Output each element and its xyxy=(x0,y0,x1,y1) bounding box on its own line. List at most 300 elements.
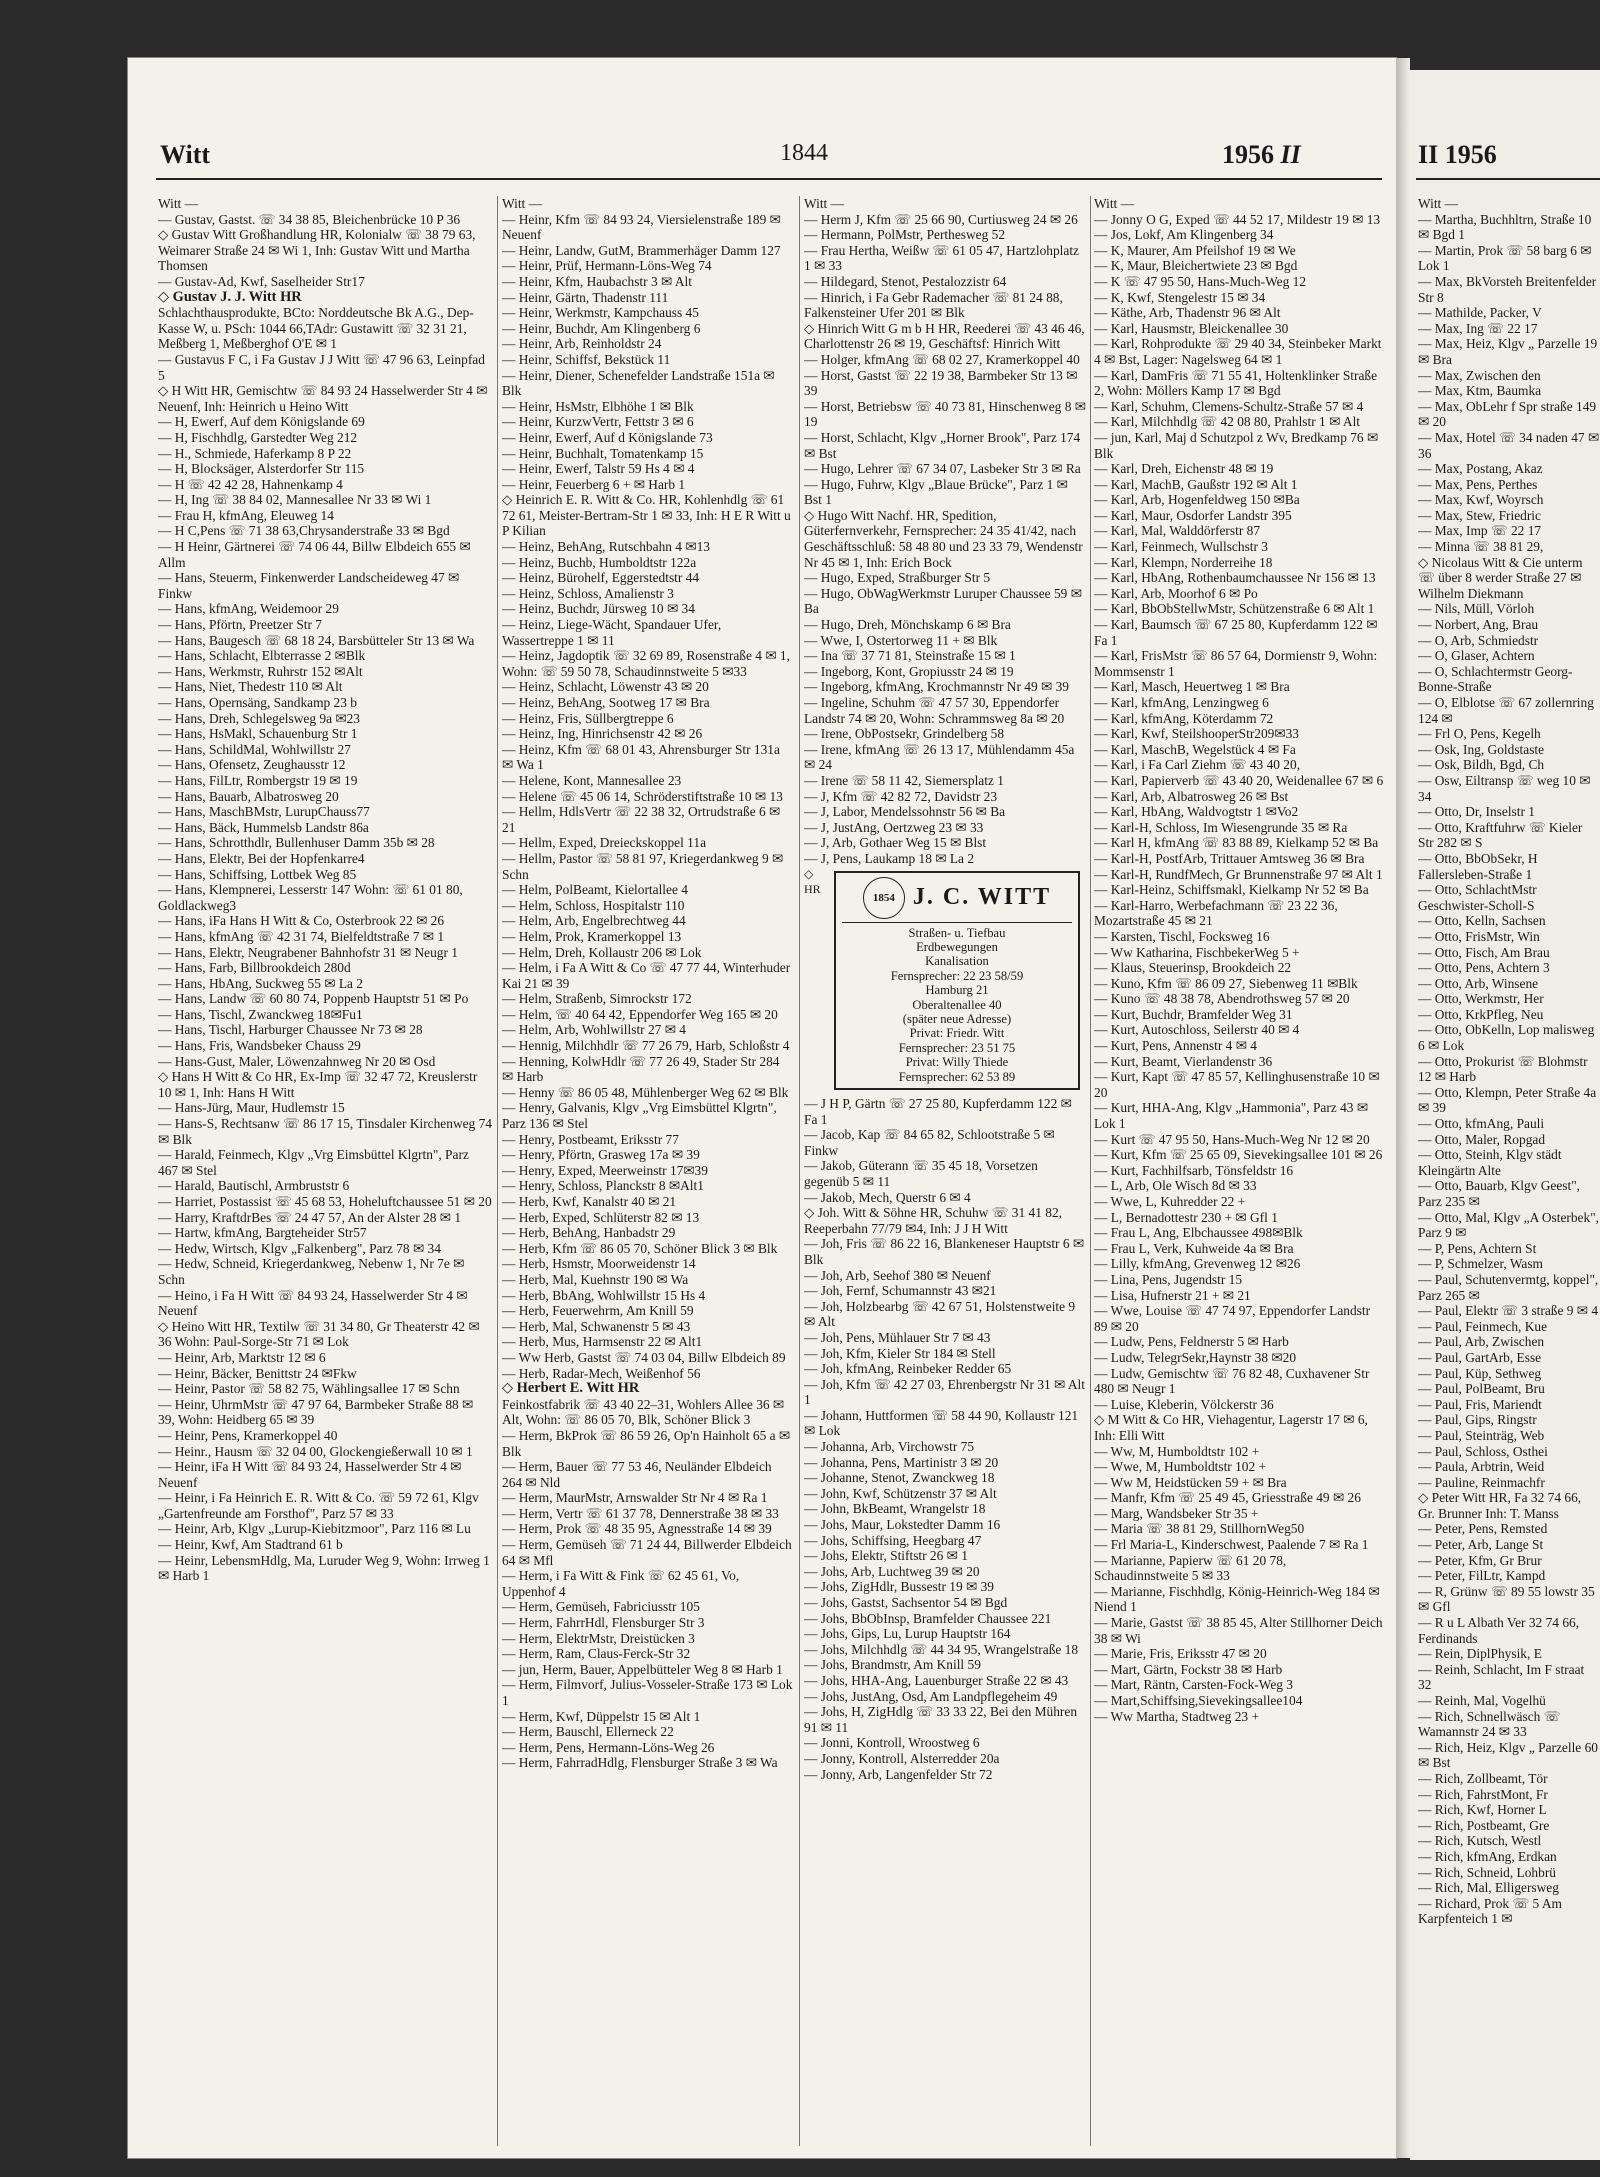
directory-entry: — Hans-S, Rechtsanw ☏ 86 17 15, Tinsdaler Kirchenweg 74 ✉ Blk xyxy=(158,1116,492,1147)
directory-entry: — Hartw, kfmAng, Bargteheider Str57 xyxy=(158,1225,367,1241)
directory-entry: — Helm, PolBeamt, Kielortallee 4 xyxy=(502,882,688,898)
directory-entry: — Henry, Exped, Meerweinstr 17✉39 xyxy=(502,1162,708,1178)
directory-entry: Witt — xyxy=(1094,196,1135,211)
directory-entry: — Heinr, Kfm, Haubachstr 3 ✉ Alt xyxy=(502,273,692,289)
directory-entry: — Mathilde, Packer, V xyxy=(1418,305,1542,321)
directory-entry: — Heinz, Kfm ☏ 68 01 43, Ahrensburger Str 131a ✉ Wa 1 xyxy=(502,741,780,773)
directory-entry: — Rich, Kutsch, Westl xyxy=(1418,1833,1542,1849)
directory-entry: — Otto, Dr, Inselstr 1 xyxy=(1418,804,1535,820)
directory-entry: ◇ Joh. Witt & Söhne HR, Schuhw ☏ 31 41 82, Reeperbahn 77/79 ✉4, Inh: J J H Witt xyxy=(804,1205,1062,1236)
directory-entry: — Heinz, Buchdr, Jürsweg 10 ✉ 34 xyxy=(502,601,695,617)
directory-entry: — Karl, Hausmstr, Bleickenallee 30 xyxy=(1094,320,1289,336)
directory-entry: — Hans, Pförtn, Preetzer Str 7 xyxy=(158,617,323,633)
directory-entry: — Rich, Schnellwäsch ☏ Wamannstr 24 ✉ 33 xyxy=(1418,1708,1561,1740)
directory-entry: — Mart, Räntn, Carsten-Fock-Weg 3 xyxy=(1094,1677,1293,1693)
directory-entry: — Johanne, Stenot, Zwanckweg 18 xyxy=(804,1470,995,1486)
directory-entry: — Rich, FahrstMont, Fr xyxy=(1418,1786,1548,1802)
directory-entry: — Herb, Radar-Mech, Weißenhof 56 xyxy=(502,1365,701,1381)
directory-entry: — Hans, MaschBMstr, LurupChauss77 xyxy=(158,804,370,820)
directory-entry: — Max, Postang, Akaz xyxy=(1418,461,1543,477)
directory-entry: — Kurt, Autoschloss, Seilerstr 40 ✉ 4 xyxy=(1094,1022,1300,1038)
directory-entry: — Joh, Pens, Mühlauer Str 7 ✉ 43 xyxy=(804,1329,991,1345)
directory-entry: — Gustavus F C, i Fa Gustav J J Witt ☏ 47 96 63, Leinpfad 5 xyxy=(158,351,485,383)
directory-entry: — Hugo, ObWagWerkmstr Luruper Chaussee 59 ✉ Ba xyxy=(804,585,1082,617)
directory-entry: — Hans, Bäck, Hummelsb Landstr 86a xyxy=(158,819,369,835)
directory-entry: — Karl, Dreh, Eichenstr 48 ✉ 19 xyxy=(1094,461,1274,477)
directory-entry: — Joh, kfmAng, Reinbeker Redder 65 xyxy=(804,1361,1012,1377)
advert-line: Fernsprecher: 62 53 89 xyxy=(898,1069,1016,1084)
directory-entry: — Norbert, Ang, Brau xyxy=(1418,617,1539,633)
directory-entry: — H ☏ 42 42 28, Hahnenkamp 4 xyxy=(158,476,343,492)
directory-entry: — Joh, Arb, Seehof 380 ✉ Neuenf xyxy=(804,1267,991,1283)
directory-entry: — Karl-H, PostfArb, Trittauer Amtsweg 36 ✉ Bra xyxy=(1094,850,1365,866)
directory-entry: — Hans, Elektr, Bei der Hopfenkarre4 xyxy=(158,850,365,866)
directory-entry: — Herm, Gemüseh, Fabriciusstr 105 xyxy=(502,1599,700,1615)
advert-line: Straßen- u. Tiefbau xyxy=(908,925,1006,940)
directory-entry: — Paul, Arb, Zwischen xyxy=(1418,1334,1545,1350)
directory-entry: — Hans, Opernsäng, Sandkamp 23 b xyxy=(158,695,357,710)
directory-entry: — Otto, Fisch, Am Brau xyxy=(1418,944,1550,960)
directory-entry: — J H P, Gärtn ☏ 27 25 80, Kupferdamm 122 ✉ Fa 1 xyxy=(804,1096,1072,1127)
directory-entry: — Käthe, Arb, Thadenstr 96 ✉ Alt xyxy=(1094,305,1281,321)
directory-entry: — J, Labor, Mendelssohnstr 56 ✉ Ba xyxy=(804,804,1006,820)
directory-entry: — Wwe, L, Kuhredder 22 + xyxy=(1094,1194,1246,1209)
directory-entry: — Karl, Kwf, SteilshooperStr209✉33 xyxy=(1094,726,1299,742)
volume-numeral: II xyxy=(1280,140,1301,169)
directory-entry: — Martha, Buchhltrn, Straße 10 ✉ Bgd 1 xyxy=(1418,211,1592,243)
directory-entry: — Rich, Schneid, Lohbrü xyxy=(1418,1864,1556,1880)
directory-entry: — Heinr, Prüf, Hermann-Löns-Weg 74 xyxy=(502,258,712,274)
advert-prefix: ◇ HR xyxy=(804,866,821,897)
directory-entry: — Hans, Landw ☏ 60 80 74, Poppenb Hauptstr 51 ✉ Po xyxy=(158,991,469,1007)
advert-divider xyxy=(842,922,1072,923)
directory-entry: — Rein, DiplPhysik, E xyxy=(1418,1646,1542,1662)
directory-entry: — Karsten, Tischl, Focksweg 16 xyxy=(1094,928,1270,944)
directory-entry: — Karl, Milchhdlg ☏ 42 08 80, Prahlstr 1 ✉ Alt xyxy=(1094,414,1361,430)
directory-entry: — Johs, BbObInsp, Bramfelder Chaussee 221 xyxy=(804,1610,1052,1626)
directory-entry: — Heinr, Kfm ☏ 84 93 24, Viersielenstraße 189 ✉Neuenf xyxy=(502,211,781,243)
directory-entry: — Rich, Kwf, Horner L xyxy=(1418,1802,1547,1818)
directory-entry: — Johs, Elektr, Stiftstr 26 ✉ 1 xyxy=(804,1548,968,1564)
directory-entry: — H, Ing ☏ 38 84 02, Mannesallee Nr 33 ✉ Wi 1 xyxy=(158,492,432,508)
directory-entry: — Herm, Bauschl, Ellerneck 22 xyxy=(502,1724,674,1740)
directory-entry: — Herb, BbAng, Wohlwillstr 15 Hs 4 xyxy=(502,1287,706,1303)
directory-entry: — Ina ☏ 37 71 81, Steinstraße 15 ✉ 1 xyxy=(804,648,1016,664)
directory-entry: — Joh, Kfm ☏ 42 27 03, Ehrenbergstr Nr 31 ✉ Alt 1 xyxy=(804,1376,1085,1408)
directory-entry: — Mart, Gärtn, Fockstr 38 ✉ Harb xyxy=(1094,1661,1283,1677)
directory-entry: — Rich, Mal, Elligersweg xyxy=(1418,1880,1559,1896)
directory-entry: ◇ Heinrich E. R. Witt & Co. HR, Kohlenhdlg ☏ 61 72 61, Meister-Bertram-Str 1 ✉ 33, Inh: H E R Witt u P Kilian xyxy=(502,492,791,539)
directory-entry: — Frl Maria-L, Kinderschwest, Paalende 7 ✉ Ra 1 xyxy=(1094,1537,1369,1553)
running-head-name: Witt xyxy=(160,140,211,169)
directory-entry: — Heinz, Liege-Wächt, Spandauer Ufer, Wassertreppe 1 ✉ 11 xyxy=(502,617,722,648)
directory-entry: — Kurt, Beamt, Vierlandenstr 36 xyxy=(1094,1053,1273,1069)
directory-entry: — Heinr, Ewerf, Talstr 59 Hs 4 ✉ 4 xyxy=(502,461,695,477)
directory-entry: — Hans, HsMakl, Schauenburg Str 1 xyxy=(158,726,358,742)
directory-entry: — Henry, Schloss, Planckstr 8 ✉Alt1 xyxy=(502,1178,704,1194)
directory-entry: ◇ Hugo Witt Nachf. HR, Spedition, Güterfernverkehr, Fernsprecher: 24 35 41/42, nach Geschäftsschluß: 58 48 80 und 23 33 79, Wendenstr Nr 45 ✉ 1, Inh: Erich Bock xyxy=(804,507,1083,570)
directory-entry: — Kuno, Kfm ☏ 86 09 27, Siebenweg 11 ✉Blk xyxy=(1094,975,1358,991)
directory-entry: — Henry, Postbeamt, Eriksstr 77 xyxy=(502,1131,679,1147)
running-head-year xyxy=(1222,140,1301,180)
directory-entry: — Helene ☏ 45 06 14, Schröderstiftstraße 10 ✉ 13 xyxy=(502,788,783,804)
directory-entry: — H C,Pens ☏ 71 38 63,Chrysanderstraße 33 ✉ Bgd xyxy=(158,523,450,539)
directory-entry: — Jos, Lokf, Am Klingenberg 34 xyxy=(1094,227,1274,243)
directory-entry: — Otto, ObKelln, Lop malisweg 6 ✉ Lok xyxy=(1418,1022,1595,1054)
directory-entry: — Hugo, Lehrer ☏ 67 34 07, Lasbeker Str 3 ✉ Ra xyxy=(804,461,1081,477)
directory-entry: — Karl, DamFris ☏ 71 55 41, Holtenklinker Straße 2, Wohn: Möllers Kamp 17 ✉ Bgd xyxy=(1094,367,1378,399)
directory-entry: Witt — xyxy=(804,196,845,211)
directory-entry: — Hans, Schlacht, Elbterrasse 2 ✉Blk xyxy=(158,648,366,664)
directory-entry: — Herm, Ram, Claus-Ferck-Str 32 xyxy=(502,1646,691,1662)
advert-line: Privat: Friedr. Witt xyxy=(909,1026,1005,1041)
directory-entry: — Hans-Jürg, Maur, Hudlemstr 15 xyxy=(158,1100,345,1116)
directory-entry: — Otto, kfmAng, Pauli xyxy=(1418,1116,1545,1132)
directory-entry: — Heinz, Schloss, Amalienstr 3 xyxy=(502,585,674,601)
directory-entry: — Karl, Arb, Albatrosweg 26 ✉ Bst xyxy=(1094,788,1289,804)
directory-entry: — Helm, Schloss, Hospitalstr 110 xyxy=(502,897,685,913)
directory-entry: — Heinr, UhrmMstr ☏ 47 97 64, Barmbeker Straße 88 ✉ 39, Wohn: Heidberg 65 ✉ 39 xyxy=(158,1396,474,1428)
directory-entry: — Peter, Kfm, Gr Brur xyxy=(1418,1552,1542,1568)
directory-entry: ◇ Hinrich Witt G m b H HR, Reederei ☏ 43 46 46, Charlottenstr 26 ✉ 19, Geschäftsf: Hinrich Witt xyxy=(804,320,1085,352)
directory-entry: — Marianne, Papierw ☏ 61 20 78, Schaudinnstweite 5 ✉ 33 xyxy=(1094,1552,1287,1584)
directory-entry: — Herb, Mal, Schwanenstr 5 ✉ 43 xyxy=(502,1318,691,1334)
directory-entry: — Herm J, Kfm ☏ 25 66 90, Curtiusweg 24 ✉ 26 xyxy=(804,211,1078,227)
advert-line: Erdbewegungen xyxy=(916,939,998,954)
directory-entry: — Max, Ktm, Baumka xyxy=(1418,383,1542,399)
directory-entry: — P, Schmelzer, Wasm xyxy=(1418,1256,1543,1272)
directory-entry: — Johs, Arb, Luchtweg 39 ✉ 20 xyxy=(804,1563,980,1579)
directory-entry: Witt — xyxy=(158,196,199,211)
directory-entry: — Marie, Gastst ☏ 38 85 45, Alter Stillhorner Deich 38 ✉ Wi xyxy=(1094,1615,1383,1646)
directory-entry: — H, Blocksäger, Alsterdorfer Str 115 xyxy=(158,461,365,477)
directory-entry: — Irene, kfmAng ☏ 26 13 17, Mühlendamm 45a ✉ 24 xyxy=(804,741,1075,773)
directory-entry: — Herm, Pens, Hermann-Löns-Weg 26 xyxy=(502,1739,715,1755)
column-divider xyxy=(799,196,800,2146)
directory-entry: — John, BkBeamt, Wrangelstr 18 xyxy=(804,1501,986,1517)
directory-entry: — Jakob, Mech, Querstr 6 ✉ 4 xyxy=(804,1189,971,1205)
directory-entry: — Heinr, Werkmstr, Kampchauss 45 xyxy=(502,305,699,321)
directory-entry: — Hans, Niet, Thedestr 110 ✉ Alt xyxy=(158,679,343,695)
directory-entry: — Hennig, Milchhdlr ☏ 77 26 79, Harb, Schloßstr 4 xyxy=(502,1038,790,1054)
directory-entry: — Heinr, KurzwVertr, Fettstr 3 ✉ 6 xyxy=(502,414,694,430)
directory-entry: — Heinr, Gärtn, Thadenstr 111 xyxy=(502,289,669,305)
directory-entry: ◇ Heino Witt HR, Textilw ☏ 31 34 80, Gr Theaterstr 42 ✉ 36 Wohn: Paul-Sorge-Str 71 ✉ Lok xyxy=(158,1318,480,1350)
advert-line: Hamburg 21 xyxy=(925,983,989,998)
directory-entry: Witt — xyxy=(1418,196,1459,211)
directory-entry: — Gustav-Ad, Kwf, Saselheider Str17 xyxy=(158,273,365,289)
directory-entry: — Hans, Schrotthdlr, Bullenhuser Damm 35b ✉ 28 xyxy=(158,835,435,851)
directory-entry: — Heinr, Arb, Marktstr 12 ✉ 6 xyxy=(158,1349,326,1365)
directory-entry: — Horst, Schlacht, Klgv „Horner Brook", Parz 174 ✉ Bst xyxy=(804,429,1081,461)
directory-entry: — Otto, Prokurist ☏ Blohmstr 12 ✉ Harb xyxy=(1418,1053,1588,1085)
directory-entry: ◇ M Witt & Co HR, Viehagentur, Lagerstr 17 ✉ 6, Inh: Elli Witt xyxy=(1094,1412,1368,1443)
jc-witt-advert xyxy=(834,871,1080,1090)
directory-entry: — Otto, Steinh, Klgv städt Kleingärtn Alte xyxy=(1418,1147,1562,1178)
advert-line: Fernsprecher: 23 51 75 xyxy=(898,1040,1016,1055)
directory-entry: — Hugo, Fuhrw, Klgv „Blaue Brücke", Parz 1 ✉ Bst 1 xyxy=(804,476,1068,508)
directory-entry: — Hans, kfmAng ☏ 42 31 74, Bielfeldtstraße 7 ✉ 1 xyxy=(158,928,445,944)
directory-entry: — Gustav, Gastst. ☏ 34 38 85, Bleichenbrücke 10 P 36 xyxy=(158,211,461,227)
directory-entry: — Johs, H, ZigHdlg ☏ 33 33 22, Bei den Mühren 91 ✉ 11 xyxy=(804,1704,1078,1735)
directory-entry: — Luise, Kleberin, Völckerstr 36 xyxy=(1094,1396,1274,1412)
directory-entry: — Karl, kfmAng, Köterdamm 72 xyxy=(1094,710,1274,726)
directory-entry: — Heinr, iFa H Witt ☏ 84 93 24, Hasselwerder Str 4 ✉ Neuenf xyxy=(158,1459,462,1490)
directory-entry: — Osk, Ing, Goldstaste xyxy=(1418,741,1545,757)
directory-entry: — Johs, Maur, Lokstedter Damm 16 xyxy=(804,1517,1001,1533)
directory-entry: — Pauline, Reinmachfr xyxy=(1418,1474,1545,1490)
directory-entry: — O, Glaser, Achtern xyxy=(1418,648,1535,664)
directory-entry: — Heinr, Kwf, Am Stadtrand 61 b xyxy=(158,1537,343,1553)
directory-entry: — L, Arb, Ole Wisch 8d ✉ 33 xyxy=(1094,1178,1257,1194)
directory-entry: — Johs, HHA-Ang, Lauenburger Straße 22 ✉ 43 xyxy=(804,1672,1069,1688)
page-gutter xyxy=(1396,58,1410,2158)
directory-entry: — Paul, Küp, Sethweg xyxy=(1418,1365,1542,1381)
directory-entry: Witt — xyxy=(502,196,543,211)
directory-entry: — Ingeline, Schuhm ☏ 47 57 30, Eppendorfer Landstr 74 ✉ 20, Wohn: Schrammsweg 8a ✉ 20 xyxy=(804,695,1065,726)
directory-entry: Feinkostfabrik ☏ 43 40 22–31, Wohlers Allee 36 ✉ Alt, Wohn: ☏ 86 05 70, Blk, Schöner Blick 3 xyxy=(502,1396,785,1428)
directory-entry: — Heinr, Schiffsf, Bekstück 11 xyxy=(502,351,671,367)
directory-entry: — Johanna, Pens, Martinistr 3 ✉ 20 xyxy=(804,1454,999,1470)
directory-entry: — Richard, Prok ☏ 5 Am Karpfenteich 1 ✉ xyxy=(1418,1895,1562,1927)
directory-entry: — Paul, Feinmech, Kue xyxy=(1418,1318,1548,1334)
directory-entry: — Herm, FahrrHdl, Flensburger Str 3 xyxy=(502,1615,705,1631)
directory-entry: — J, JustAng, Oertzweg 23 ✉ 33 xyxy=(804,819,984,835)
directory-entry: — Joh, Holzbearbg ☏ 42 67 51, Holstenstweite 9 ✉ Alt xyxy=(804,1298,1076,1330)
advert-company-name: J. C. WITT xyxy=(912,884,1052,911)
directory-entry: — Wwe, I, Ostertorweg 11 + ✉ Blk xyxy=(804,632,998,648)
directory-entry: — Lilly, kfmAng, Grevenweg 12 ✉26 xyxy=(1094,1256,1301,1272)
directory-entry: — Ww, M, Humboldtstr 102 + xyxy=(1094,1443,1260,1459)
directory-entry: — Hans, Elektr, Neugrabener Bahnhofstr 31 ✉ Neugr 1 xyxy=(158,944,458,960)
directory-entry: — Karl, Arb, Moorhof 6 ✉ Po xyxy=(1094,585,1258,601)
directory-entry: — Max, Imp ☏ 22 17 xyxy=(1418,523,1542,539)
directory-entry: — Joh, Fernf, Schumannstr 43 ✉21 xyxy=(804,1283,997,1299)
directory-entry: — Johann, Huttformen ☏ 58 44 90, Kollaustr 121 ✉ Lok xyxy=(804,1407,1079,1439)
directory-entry: — Herb, Hsmstr, Moorweidenstr 14 xyxy=(502,1256,696,1272)
directory-entry: — Otto, Werkmstr, Her xyxy=(1418,991,1544,1007)
directory-entry: ◇ Gustav J. J. Witt HR xyxy=(158,288,302,305)
directory-entry: — Otto, Kelln, Sachsen xyxy=(1418,913,1546,929)
directory-entry: — Karl, Rohprodukte ☏ 29 40 34, Steinbeker Markt 4 ✉ Bst, Lager: Nagelsweg 64 ✉ 1 xyxy=(1094,336,1382,367)
directory-entry: — Mart,Schiffsing,Sievekingsallee104 xyxy=(1094,1693,1303,1708)
directory-entry: — Karl, Arb, Hogenfeldweg 150 ✉Ba xyxy=(1094,492,1300,508)
directory-entry: — Karl, Schuhm, Clemens-Schultz-Straße 57 ✉ 4 xyxy=(1094,398,1364,414)
directory-entry: — Holger, kfmAng ☏ 68 02 27, Kramerkoppel 40 xyxy=(804,351,1080,367)
column-divider xyxy=(1090,196,1091,2146)
directory-entry: — L, Bernadottestr 230 + ✉ Gfl 1 xyxy=(1094,1209,1278,1225)
directory-entry: — Hinrich, i Fa Gebr Rademacher ☏ 81 24 88, Falkensteiner Ufer 201 ✉ Blk xyxy=(804,289,1063,321)
directory-entry: — Ingeborg, Kont, Gropiusstr 24 ✉ 19 xyxy=(804,663,1014,679)
directory-entry: — Paul, Fris, Mariendt xyxy=(1418,1396,1542,1412)
directory-entry: — Harriet, Postassist ☏ 45 68 53, Hoheluftchaussee 51 ✉ 20 xyxy=(158,1194,492,1209)
directory-entry: — jun, Karl, Maj d Schutzpol z Wv, Bredkamp 76 ✉ Blk xyxy=(1094,429,1379,461)
column-3-entries-top xyxy=(804,196,1086,867)
directory-entry: — Johs, JustAng, Osd, Am Landpflegeheim 49 xyxy=(804,1688,1058,1704)
directory-entry: — Hans, Klempnerei, Lesserstr 147 Wohn: ☏ 61 01 80, Goldlackweg3 xyxy=(158,882,463,913)
directory-entry: — Herm, BkProk ☏ 86 59 26, Op'n Hainholt 65 a ✉ Blk xyxy=(502,1427,791,1459)
directory-entry: — Max, Heiz, Klgv „ Parzelle 19 ✉ Bra xyxy=(1418,336,1598,367)
directory-entry: — Hans, SchildMal, Wohlwillstr 27 xyxy=(158,741,351,757)
directory-entry: — Harry, KraftdrBes ☏ 24 47 57, An der Alster 28 ✉ 1 xyxy=(158,1209,462,1225)
directory-entry: — Karl, Papierverb ☏ 43 40 20, Weidenallee 67 ✉ 6 xyxy=(1094,772,1384,788)
directory-entry: — Heinr, Diener, Schenefelder Landstraße 151a ✉ Blk xyxy=(502,367,775,399)
directory-entry: — Hermann, PolMstr, Perthesweg 52 xyxy=(804,227,1006,243)
directory-entry: — Johs, ZigHdlr, Bussestr 19 ✉ 39 xyxy=(804,1579,994,1595)
directory-entry: — Joh, Kfm, Kieler Str 184 ✉ Stell xyxy=(804,1345,996,1361)
directory-entry: — Ludw, Pens, Feldnerstr 5 ✉ Harb xyxy=(1094,1334,1289,1350)
directory-entry: — Herm, FahrradHdlg, Flensburger Straße 3 ✉ Wa xyxy=(502,1755,778,1771)
directory-entry: — Heinr, Buchhalt, Tomatenkamp 15 xyxy=(502,445,704,461)
directory-entry: — Karl, Feinmech, Wullschstr 3 xyxy=(1094,539,1269,555)
directory-entry: — Heinz, Bürohelf, Eggerstedtstr 44 xyxy=(502,570,700,586)
directory-entry: — Jonni, Kontroll, Wroostweg 6 xyxy=(804,1735,980,1751)
directory-entry: — Marianne, Fischhdlg, König-Heinrich-Weg 184 ✉ Niend 1 xyxy=(1094,1583,1380,1615)
directory-entry: — Reinh, Schlacht, Im F straat 32 xyxy=(1418,1661,1585,1693)
directory-entry: — Wwe, M, Humboldtstr 102 + xyxy=(1094,1459,1267,1475)
directory-entry: — Otto, Kraftfuhrw ☏ Kieler Str 282 ✉ S xyxy=(1418,819,1583,851)
directory-entry: — Heinr, Feuerberg 6 + ✉ Harb 1 xyxy=(502,476,686,492)
directory-entry: — Heinr, Buchdr, Am Klingenberg 6 xyxy=(502,320,701,336)
directory-entry: — Hedw, Wirtsch, Klgv „Falkenberg", Parz 78 ✉ 34 xyxy=(158,1240,441,1256)
directory-entry: — Irene, ObPostsekr, Grindelberg 58 xyxy=(804,726,1005,742)
directory-entry: — Otto, SchlachtMstr Geschwister-Scholl-S xyxy=(1418,882,1537,913)
directory-entry: — Heinr, HsMstr, Elbhöhe 1 ✉ Blk xyxy=(502,398,694,414)
directory-entry: — Paula, Arbtrin, Weid xyxy=(1418,1459,1545,1475)
directory-entry: — Karl, BbObStellwMstr, Schützenstraße 6 ✉ Alt 1 xyxy=(1094,601,1375,617)
directory-entry: — K ☏ 47 95 50, Hans-Much-Weg 12 xyxy=(1094,273,1307,289)
directory-entry: — Heino, i Fa H Witt ☏ 84 93 24, Hasselwerder Str 4 ✉ Neuenf xyxy=(158,1287,468,1319)
directory-entry: — Osw, Eiltransp ☏ weg 10 ✉ 34 xyxy=(1418,772,1591,804)
directory-entry: — Karl-Heinz, Schiffsmakl, Kielkamp Nr 52 ✉ Ba xyxy=(1094,882,1369,898)
directory-entry: — Hans, Steuerm, Finkenwerder Landscheideweg 47 ✉ Finkw xyxy=(158,570,460,601)
directory-entry: — Karl-Harro, Werbefachmann ☏ 23 22 36, Mozartstraße 45 ✉ 21 xyxy=(1094,897,1338,929)
directory-entry: — H., Schmiede, Haferkamp 8 P 22 xyxy=(158,445,352,461)
directory-entry: — Harald, Bautischl, Armbruststr 6 xyxy=(158,1178,350,1194)
directory-entry: — Herb, Mus, Harmsenstr 22 ✉ Alt1 xyxy=(502,1334,703,1350)
advert-line: Kanalisation xyxy=(925,954,989,969)
company-seal-icon: 1854 xyxy=(863,877,905,919)
directory-entry: — Frl O, Pens, Kegelh xyxy=(1418,726,1541,742)
directory-entry: — Lisa, Hufnerstr 21 + ✉ 21 xyxy=(1094,1287,1251,1303)
directory-entry: — Johs, Brandmstr, Am Knill 59 xyxy=(804,1657,981,1673)
directory-entry: — Karl, HbAng, Waldvogtstr 1 ✉Vo2 xyxy=(1094,804,1299,820)
directory-entry: — Herb, Feuerwehrm, Am Knill 59 xyxy=(502,1303,694,1319)
directory-entry: — Max, Kwf, Woyrsch xyxy=(1418,492,1544,508)
directory-entry: — Johs, Gips, Lu, Lurup Hauptstr 164 xyxy=(804,1626,1011,1642)
directory-entry: — jun, Herm, Bauer, Appelbütteler Weg 8 ✉ Harb 1 xyxy=(502,1661,783,1677)
directory-entry: — Otto, Pens, Achtern 3 xyxy=(1418,960,1550,976)
directory-entry: — H Heinr, Gärtnerei ☏ 74 06 44, Billw Elbdeich 655 ✉ Allm xyxy=(158,539,471,570)
directory-entry: — Heinz, Schlacht, Löwenstr 43 ✉ 20 xyxy=(502,679,709,695)
directory-entry: — Karl-H, Schloss, Im Wiesengrunde 35 ✉ Ra xyxy=(1094,819,1348,835)
directory-entry: — Hans, Ofensetz, Zeughausstr 12 xyxy=(158,757,346,773)
directory-entry: — Hans, Fris, Wandsbeker Chauss 29 xyxy=(158,1038,361,1054)
directory-entry: — Heinz, Jagdoptik ☏ 32 69 89, Rosenstraße 4 ✉ 1, Wohn: ☏ 59 50 78, Schaudinnstweite 5 ✉33 xyxy=(502,648,790,679)
directory-entry: — Heinr, LebensmHdlg, Ma, Luruder Weg 9, Wohn: Irrweg 1 ✉ Harb 1 xyxy=(158,1552,490,1584)
page-number: 1844 xyxy=(780,140,828,166)
directory-entry: — Hellm, Exped, Dreieckskoppel 11a xyxy=(502,835,707,851)
directory-entry: — J, Arb, Gothaer Weg 15 ✉ Blst xyxy=(804,835,987,851)
directory-entry: — Minna ☏ 38 81 29, xyxy=(1418,539,1544,555)
advert-line: Privat: Willy Thiede xyxy=(905,1055,1009,1070)
directory-entry: — Max, Zwischen den xyxy=(1418,367,1541,383)
directory-entry: — O, Arb, Schmiedstr xyxy=(1418,632,1539,648)
directory-entry: — Helm, Arb, Wohlwillstr 27 ✉ 4 xyxy=(502,1022,686,1038)
directory-entry: — Ludw, Gemischtw ☏ 76 82 48, Cuxhavener Str 480 ✉ Neugr 1 xyxy=(1094,1365,1370,1397)
directory-entry: — Karl, MachB, Gaußstr 192 ✉ Alt 1 xyxy=(1094,476,1298,492)
facing-header-rule xyxy=(1416,178,1600,180)
directory-entry: — Herm, Gemüseh ☏ 71 24 44, Billwerder Elbdeich 64 ✉ Mfl xyxy=(502,1537,792,1568)
directory-entry: — Ingeborg, kfmAng, Krochmannstr Nr 49 ✉ 39 xyxy=(804,679,1069,695)
directory-entry: — Hans-Gust, Maler, Löwenzahnweg Nr 20 ✉ Osd xyxy=(158,1053,436,1069)
directory-entry: — Jonny, Arb, Langenfelder Str 72 xyxy=(804,1766,993,1782)
directory-entry: — Henry, Galvanis, Klgv „Vrg Eimsbüttel Klgrtn", Parz 136 ✉ Stel xyxy=(502,1100,777,1132)
directory-entry: — Heinz, Fris, Süllbergtreppe 6 xyxy=(502,710,674,726)
directory-entry: — Ww Martha, Stadtweg 23 + xyxy=(1094,1708,1259,1724)
directory-entry: — Heinr., Hausm ☏ 32 04 00, Glockengießerwall 10 ✉ 1 xyxy=(158,1443,473,1459)
directory-entry: — Herb, Exped, Schlüterstr 82 ✉ 13 xyxy=(502,1209,700,1225)
directory-entry: — Rich, Heiz, Klgv „ Parzelle 60 ✉ Bst xyxy=(1418,1739,1598,1771)
directory-entry: — Nils, Müll, Vörloh xyxy=(1418,601,1535,617)
column-5 xyxy=(1418,196,1600,2146)
directory-entry: — Johanna, Arb, Virchowstr 75 xyxy=(804,1439,975,1455)
advert-line: Oberaltenallee 40 xyxy=(912,997,1002,1012)
directory-entry: — Ludw, TelegrSekr,Haynstr 38 ✉20 xyxy=(1094,1349,1297,1365)
directory-entry: — Klaus, Steuerinsp, Brookdeich 22 xyxy=(1094,960,1292,976)
directory-entry: — Rich, Zollbeamt, Tör xyxy=(1418,1770,1548,1786)
directory-entry: — H, Ewerf, Auf dem Königslande 69 xyxy=(158,414,365,430)
directory-entry: — Paul, Elektr ☏ 3 straße 9 ✉ 4 xyxy=(1418,1303,1599,1319)
directory-entry: — Frau L, Ang, Elbchaussee 498✉Blk xyxy=(1094,1225,1303,1241)
directory-entry: — Herm, MaurMstr, Arnswalder Str Nr 4 ✉ Ra 1 xyxy=(502,1490,768,1506)
directory-entry: — Otto, Bauarb, Klgv Geest", Parz 235 ✉ xyxy=(1418,1178,1581,1209)
directory-entry: — O, Elblotse ☏ 67 zollernring 124 ✉ xyxy=(1418,695,1594,726)
directory-entry: — Reinh, Mal, Vogelhü xyxy=(1418,1693,1546,1708)
directory-entry: — Horst, Betriebsw ☏ 40 73 81, Hinschenweg 8 ✉ 19 xyxy=(804,398,1086,430)
directory-entry: — Hellm, Pastor ☏ 58 81 97, Kriegerdankweg 9 ✉ Schn xyxy=(502,850,784,882)
directory-entry: — Henry, Pförtn, Grasweg 17a ✉ 39 xyxy=(502,1147,700,1163)
directory-entry: — Karl, Maur, Osdorfer Landstr 395 xyxy=(1094,507,1292,523)
directory-entry: — Johs, Gastst, Sachsentor 54 ✉ Bgd xyxy=(804,1595,1008,1610)
directory-entry: — Hans, kfmAng, Weidemoor 29 xyxy=(158,601,339,617)
directory-entry: — Herb, Kfm ☏ 86 05 70, Schöner Blick 3 ✉ Blk xyxy=(502,1240,778,1256)
directory-entry: — Helm, i Fa A Witt & Co ☏ 47 77 44, Winterhuder Kai 21 ✉ 39 xyxy=(502,960,791,991)
directory-entry: — Peter, Pens, Remsted xyxy=(1418,1521,1548,1537)
directory-entry: — John, Kwf, Schützenstr 37 ✉ Alt xyxy=(804,1485,997,1501)
directory-entry: — Max, BkVorsteh Breitenfelder Str 8 xyxy=(1418,273,1597,305)
directory-entry: — P, Pens, Achtern St xyxy=(1418,1240,1537,1256)
directory-entry: — Max, Stew, Friedric xyxy=(1418,507,1541,523)
directory-entry: — Hans, Dreh, Schlegelsweg 9a ✉23 xyxy=(158,710,360,726)
directory-entry: — Karl, Klempn, Norderreihe 18 xyxy=(1094,554,1273,570)
directory-entry: — Herm, Prok ☏ 48 35 95, Agnesstraße 14 ✉ 39 xyxy=(502,1521,772,1537)
directory-entry: — Harald, Feinmech, Klgv „Vrg Eimsbüttel Klgrtn", Parz 467 ✉ Stel xyxy=(158,1147,469,1178)
advert-row xyxy=(804,867,1086,1096)
directory-entry: — Helm, ☏ 40 64 42, Eppendorfer Weg 165 ✉ 20 xyxy=(502,1006,778,1022)
directory-entry: — Paul, GartArb, Esse xyxy=(1418,1349,1542,1365)
directory-entry: — Kurt, Kfm ☏ 25 65 09, Sievekingsallee 101 ✉ 26 xyxy=(1094,1147,1383,1163)
directory-entry: — Rich, kfmAng, Erdkan xyxy=(1418,1848,1557,1864)
directory-entry: — Heinr, Ewerf, Auf d Königslande 73 xyxy=(502,429,713,445)
directory-entry: — Herm, Bauer ☏ 77 53 46, Neuländer Elbdeich 264 ✉ Nld xyxy=(502,1459,772,1490)
directory-entry: — Helene, Kont, Mannesallee 23 xyxy=(502,772,682,788)
directory-entry: — Heinz, Buchb, Humboldtstr 122a xyxy=(502,554,697,570)
directory-entry: — Karl, Mal, Walddörferstr 87 xyxy=(1094,523,1261,539)
directory-entry: ◇ Herbert E. Witt HR xyxy=(502,1380,640,1397)
directory-entry: — Karl H, kfmAng ☏ 83 88 89, Kielkamp 52 ✉ Ba xyxy=(1094,835,1379,851)
directory-entry: — Irene ☏ 58 11 42, Siemersplatz 1 xyxy=(804,772,1004,788)
